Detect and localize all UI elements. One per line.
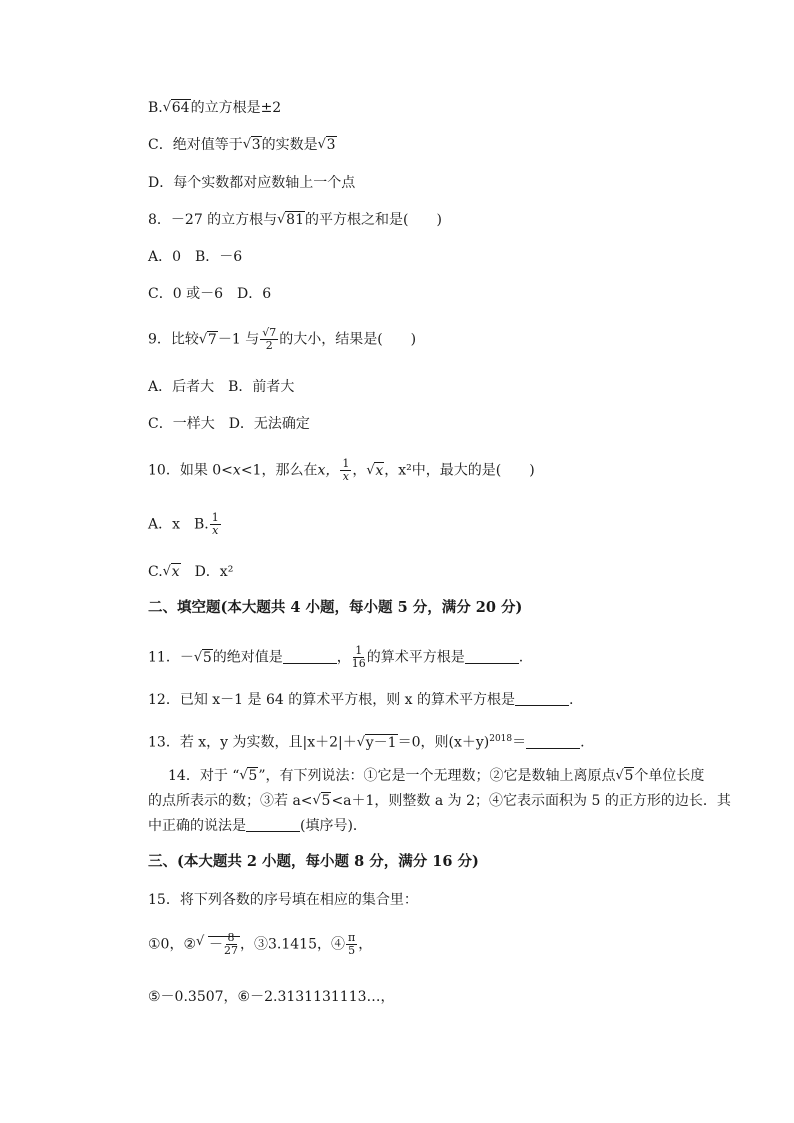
section-2-heading: 二、填空题(本大题共 4 小题，每小题 5 分，满分 20 分) (148, 599, 523, 616)
option-c: C．绝对值等于√ 3的实数是√ 3 (148, 135, 337, 155)
option-b: B.√ 64的立方根是±2 (148, 98, 281, 118)
question-15-line-2: ⑤－0.3507，⑥－2.3131131113…， (148, 989, 395, 1005)
answer-blank[interactable] (515, 691, 569, 706)
question-14-line-3: 中正确的说法是 (填序号)． (148, 818, 367, 834)
question-9: 9．比较√ 7－1 与 $\frac{√7}{2}$ 的大小，结果是( ) (148, 327, 416, 352)
answer-blank[interactable] (526, 734, 580, 749)
question-8-options-ab: A．0 B．－6 (148, 249, 243, 265)
question-8: 8．－27 的立方根与√ 81的平方根之和是( ) (148, 210, 442, 230)
question-13: 13．若 x，y 为实数，且|x＋2|＋√ y－1＝0，则$(x+y)^{2018}=$ . (148, 729, 585, 753)
section-3-heading: 三、(本大题共 2 小题，每小题 8 分，满分 16 分) (148, 853, 479, 870)
question-14-line-2: 的点所表示的数；③若 a<√ 5<a＋1，则整数 a 为 2；④它表示面积为 5 的正方形的边长．其 (148, 791, 731, 811)
answer-blank[interactable] (283, 649, 337, 664)
question-9-options-ab: A．后者大 B．前者大 (148, 379, 295, 395)
question-15-line-1: ①0，②√ － $\frac{8}{27}$ ，③3.1415，④ $\frac{\pi}{5}$ ， (148, 932, 372, 957)
answer-blank[interactable] (246, 817, 300, 832)
question-10-options-cd: C.√ x D．x² (148, 562, 233, 582)
question-8-options-cd: C．0 或－6 D．6 (148, 286, 272, 302)
answer-blank[interactable] (465, 649, 519, 664)
question-14-line-1: 14．对于 “√ 5”，有下列说法：①它是一个无理数；②它是数轴上离原点√ 5个单位长度 (168, 766, 704, 786)
question-12: 12．已知 x－1 是 64 的算术平方根，则 x 的算术平方根是 . (148, 692, 574, 708)
question-9-options-cd: C．一样大 D．无法确定 (148, 416, 310, 432)
question-10: 10．如果 0<x<1，那么在x， $\frac{1}{x}$ ，√ x，x²中，最大的是( ) (148, 458, 535, 483)
option-d: D．每个实数都对应数轴上一个点 (148, 175, 356, 191)
question-15-title: 15．将下列各数的序号填在相应的集合里： (148, 892, 418, 908)
question-10-options-ab: A．x B. $\frac{1}{x}$ (148, 511, 219, 537)
question-11: 11．－√ 5的绝对值是 ， $\frac{1}{16}$ 的算术平方根是 . (148, 645, 523, 670)
